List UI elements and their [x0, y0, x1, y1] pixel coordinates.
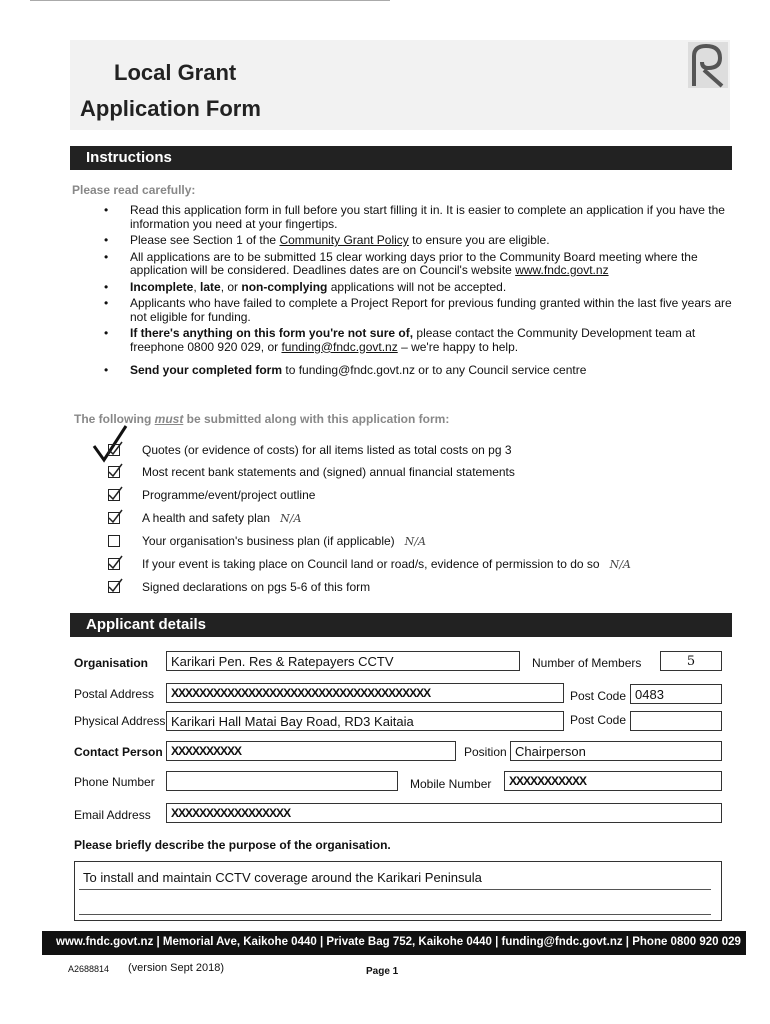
checklist-item — [108, 485, 315, 505]
checkbox[interactable] — [108, 581, 120, 593]
ruled-line — [79, 914, 711, 915]
scan-edge-line — [30, 0, 390, 1]
checklist-item — [108, 554, 631, 574]
purpose-text: To install and maintain CCTV coverage around the Karikari Peninsula — [83, 870, 482, 885]
post-code-2-field[interactable] — [630, 711, 722, 731]
organisation-field[interactable]: Karikari Pen. Res & Ratepayers CCTV — [166, 651, 520, 671]
post-code-2-label: Post Code — [570, 713, 627, 727]
email-address-field[interactable]: XXXXXXXXXXXXXXXXX — [166, 803, 722, 823]
position-label: Position — [464, 745, 507, 759]
checklist-item — [108, 440, 512, 460]
list-item: • Please see Section 1 of the Community Grant Policy to ensure you are eligible. — [104, 234, 734, 248]
tick-icon — [107, 463, 123, 479]
physical-address-label: Physical Address — [74, 714, 166, 728]
post-code-label: Post Code — [570, 689, 627, 703]
email-address-label: Email Address — [74, 808, 151, 822]
checklist-item-label: If your event is taking place on Council land or road/s, evidence of permission to do so — [142, 557, 600, 571]
members-field[interactable]: 5 — [660, 651, 722, 671]
form-title-line1: Local Grant — [114, 60, 237, 85]
tick-icon — [107, 555, 123, 571]
tick-icon — [107, 441, 123, 457]
list-item: • Read this application form in full before you start filling it in. It is easier to complete an application if you have the information you need at your fingertips. — [104, 204, 734, 231]
fndc-website-link[interactable]: www.fndc.govt.nz — [515, 263, 609, 277]
position-field[interactable]: Chairperson — [510, 741, 722, 761]
checklist-item-label: Programme/event/project outline — [142, 488, 316, 502]
tick-icon — [107, 509, 123, 525]
checklist-item-label: Your organisation's business plan (if applicable) — [142, 534, 395, 548]
footer-contact-bar: www.fndc.govt.nz | Memorial Ave, Kaikohe 0440 | Private Bag 752, Kaikohe 0440 | funding@fndc.govt.nz | Phone 0800 920 029 — [42, 931, 746, 955]
tick-icon — [107, 486, 123, 502]
checklist-item-label: Most recent bank statements and (signed) annual financial statements — [142, 465, 515, 479]
phone-number-label: Phone Number — [74, 775, 155, 789]
postal-address-field[interactable]: XXXXXXXXXXXXXXXXXXXXXXXXXXXXXXXXXXXXX — [166, 683, 564, 703]
checklist-item — [108, 531, 426, 551]
applicant-details-heading: Applicant details — [70, 613, 732, 637]
list-item: • Incomplete, late, or non-complying applications will not be accepted. — [104, 281, 734, 295]
document-reference: A2688814 — [68, 964, 110, 974]
tick-icon — [107, 578, 123, 594]
checklist-item — [108, 508, 301, 528]
list-item: • If there's anything on this form you're not sure of, please contact the Community Development team at freephone 0800 920 029, or funding@fndc.govt.nz – we're happy to help. — [104, 327, 734, 354]
purpose-textarea[interactable] — [74, 861, 722, 921]
funding-email-link[interactable]: funding@fndc.govt.nz — [281, 339, 398, 354]
checklist-item-label: Signed declarations on pgs 5-6 of this form — [142, 580, 371, 594]
contact-person-label: Contact Person — [74, 745, 163, 759]
members-label: Number of Members — [532, 656, 642, 670]
checklist-item — [108, 462, 515, 482]
checklist-item — [108, 577, 370, 597]
mobile-number-label: Mobile Number — [410, 777, 492, 791]
list-item: • Applicants who have failed to complete a Project Report for previous funding granted within the last five years are not eligible for funding. — [104, 297, 734, 324]
list-item: • All applications are to be submitted 15 clear working days prior to the Community Board meeting where the application will be considered. Deadlines dates are on Council's website www.fndc.govt.nz — [104, 251, 734, 278]
handwritten-note: N/A — [609, 557, 631, 571]
organisation-label: Organisation — [74, 656, 149, 670]
postal-address-label: Postal Address — [74, 687, 155, 701]
physical-address-field[interactable]: Karikari Hall Matai Bay Road, RD3 Kaitaia — [166, 711, 564, 731]
checkbox[interactable] — [108, 444, 120, 456]
ruled-line — [79, 889, 711, 890]
must-submit-heading: The following must be submitted along with this application form: — [74, 412, 450, 426]
checklist-item-label: Quotes (or evidence of costs) for all items listed as total costs on pg 3 — [142, 443, 512, 457]
checkbox[interactable] — [108, 512, 120, 524]
contact-person-field[interactable]: XXXXXXXXXX — [166, 741, 456, 761]
instructions-list — [104, 204, 734, 381]
community-grant-policy-link[interactable]: Community Grant Policy — [279, 233, 409, 247]
post-code-field[interactable]: 0483 — [630, 684, 722, 704]
checkbox[interactable] — [108, 558, 120, 570]
version-label: (version Sept 2018) — [128, 962, 224, 974]
checkbox[interactable] — [108, 466, 120, 478]
list-item: • Send your completed form to funding@fndc.govt.nz or to any Council service centre — [104, 364, 734, 378]
checklist-item-label: A health and safety plan — [142, 511, 271, 525]
instructions-heading: Instructions — [70, 146, 732, 170]
council-logo-icon — [688, 42, 728, 88]
handwritten-note: N/A — [404, 534, 426, 548]
form-title-line2: Application Form — [80, 96, 261, 121]
page-number: Page 1 — [366, 966, 399, 977]
checkbox[interactable] — [108, 489, 120, 501]
purpose-label: Please briefly describe the purpose of the organisation. — [74, 838, 391, 852]
read-carefully-label: Please read carefully: — [72, 183, 196, 197]
checkbox[interactable] — [108, 535, 120, 547]
mobile-number-field[interactable]: XXXXXXXXXXX — [504, 771, 722, 791]
phone-number-field[interactable] — [166, 771, 398, 791]
handwritten-note: N/A — [280, 511, 302, 525]
